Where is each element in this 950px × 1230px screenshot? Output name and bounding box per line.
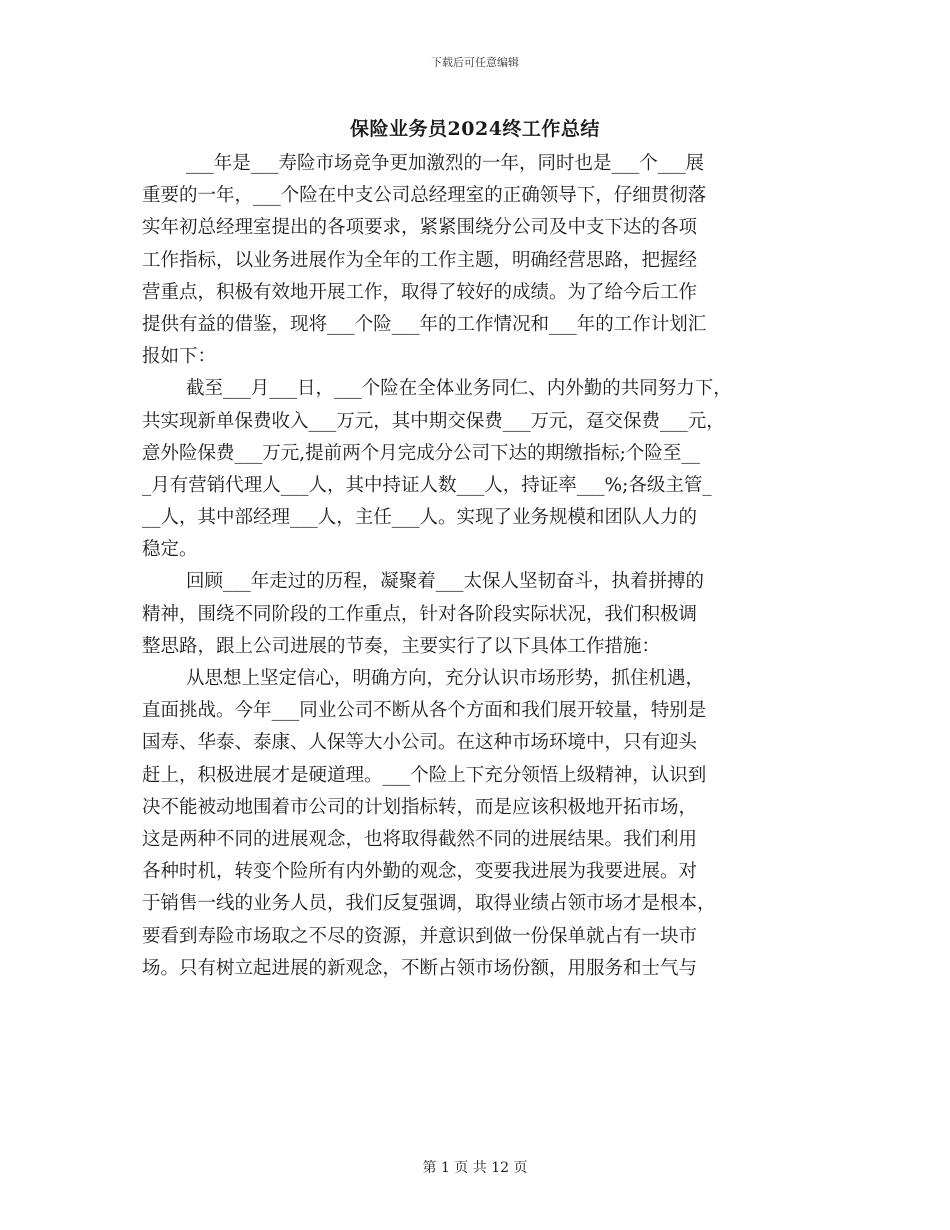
paragraph-line: 重要的一年，___个险在中支公司总经理室的正确领导下，仔细贯彻落 bbox=[142, 185, 707, 207]
paragraph-line: 截至___月___日，___个险在全体业务同仁、内外勤的共同努力下， bbox=[186, 378, 732, 400]
paragraph-line: 决不能被动地围着市公司的计划指标转，而是应该积极地开拓市场， bbox=[142, 796, 698, 818]
page-header-note: 下载后可任意编辑 bbox=[431, 56, 519, 69]
paragraph-line: 从思想上坚定信心，明确方向，充分认识市场形势，抓住机遇， bbox=[186, 668, 705, 689]
paragraph-line: ___年是___寿险市场竞争更加激烈的一年，同时也是___个___展 bbox=[186, 153, 705, 174]
paragraph-line: 意外险保费___万元,提前两个月完成分公司下达的期缴指标;个险至__ bbox=[142, 442, 700, 464]
paragraph-line: 稳定。 bbox=[142, 539, 198, 561]
paragraph-line: 工作指标，以业务进展作为全年的工作主题，明确经营思路，把握经 bbox=[142, 249, 698, 271]
paragraph-line: 营重点，积极有效地开展工作，取得了较好的成绩。为了给今后工作 bbox=[142, 281, 698, 303]
paragraph-line: 直面挑战。今年___同业公司不断从各个方面和我们展开较量，特别是 bbox=[142, 700, 707, 722]
paragraph-line: 要看到寿险市场取之不尽的资源，并意识到做一份保单就占有一块市 bbox=[142, 925, 698, 947]
paragraph-line: _月有营销代理人___人，其中持证人数___人，持证率___%;各级主管_ bbox=[142, 474, 712, 496]
document-title: 保险业务员2024终工作总结 bbox=[350, 118, 600, 140]
paragraph-line: 于销售一线的业务人员，我们反复强调，取得业绩占领市场才是根本， bbox=[142, 893, 716, 915]
document-body bbox=[142, 148, 822, 985]
paragraph-line: 回顾___年走过的历程，凝聚着___太保人坚韧奋斗，执着拼搏的 bbox=[186, 571, 705, 593]
paragraph-line: 共实现新单保费收入___万元，其中期交保费___万元，趸交保费___元， bbox=[142, 410, 725, 432]
paragraph-line: 场。只有树立起进展的新观念，不断占领市场份额，用服务和士气与 bbox=[142, 957, 698, 979]
paragraph-line: 整思路，跟上公司进展的节奏，主要实行了以下具体工作措施： bbox=[142, 635, 661, 657]
page-number: 第 1 页 共 12 页 bbox=[422, 1160, 528, 1176]
paragraph-line: 赶上，积极进展才是硬道理。___个险上下充分领悟上级精神，认识到 bbox=[142, 764, 707, 786]
paragraph-line: 实年初总经理室提出的各项要求，紧紧围绕分公司及中支下达的各项 bbox=[142, 217, 698, 239]
paragraph-line: 国寿、华泰、泰康、人保等大小公司。在这种市场环境中，只有迎头 bbox=[142, 732, 698, 754]
paragraph-line: 这是两种不同的进展观念，也将取得截然不同的进展结果。我们利用 bbox=[142, 828, 698, 850]
paragraph-line: 精神，围绕不同阶段的工作重点，针对各阶段实际状况，我们积极调 bbox=[142, 603, 698, 625]
paragraph-line: 各种时机，转变个险所有内外勤的观念，变要我进展为我要进展。对 bbox=[142, 861, 698, 883]
paragraph-line: 报如下： bbox=[142, 346, 217, 368]
paragraph-line: 提供有益的借鉴，现将___个险___年的工作情况和___年的工作计划汇 bbox=[142, 313, 707, 335]
paragraph-line: __人，其中部经理___人，主任___人。实现了业务规模和团队人力的 bbox=[142, 507, 698, 529]
